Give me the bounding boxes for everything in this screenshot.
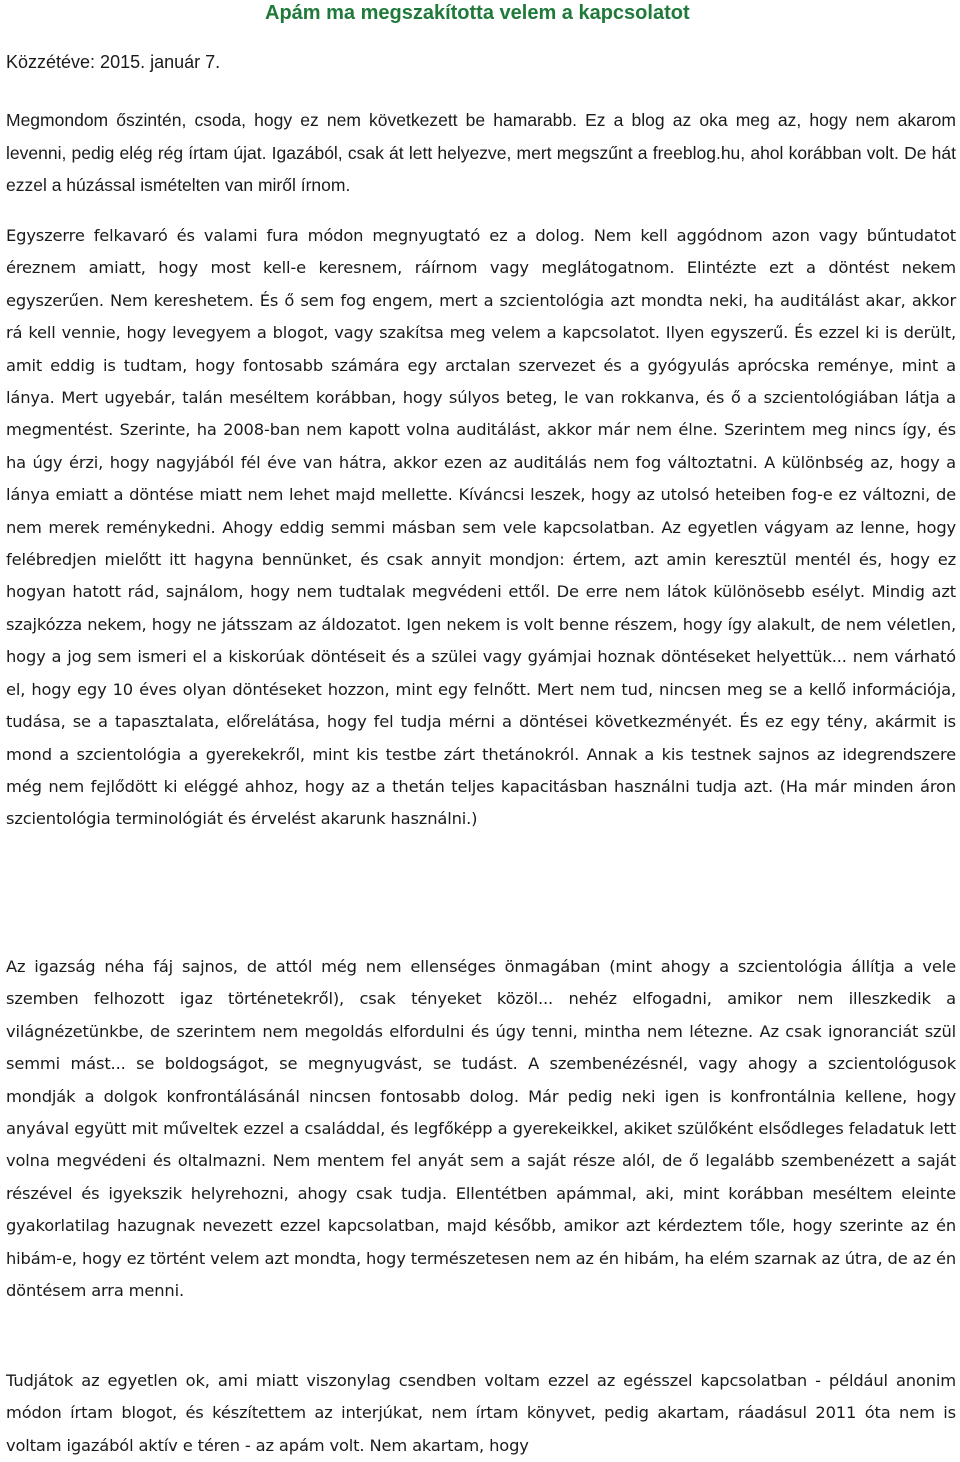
published-date: Közzétéve: 2015. január 7.	[6, 52, 221, 72]
body-paragraph-1: Egyszerre felkavaró és valami fura módon megnyugtató ez a dolog. Nem kell aggódnom azon vagy bűntudatot éreznem amiatt, hogy most kell-e keresnem, ráírnom vagy meglátogatnom. Elintézte ezt a döntést nekem egyszerűen. Nem kereshetem. És ő sem fog engem, mert a szcientológia azt mondta neki, ha auditálást akar, akkor rá kell vennie, hogy levegyem a blogot, vagy szakítsa meg velem a kapcsolatot. Ilyen egyszerű. És ezzel ki is derült, amit eddig is tudtam, hogy fontosabb számára egy arctalan szervezet és a gyógyulás aprócska reménye, mint a lánya. Mert ugyebár, talán meséltem korábban, hogy súlyos beteg, le van rokkanva, és ő a szcientológiában látja a megmentést. Szerinte, ha 2008-ban nem kapott volna auditálást, akkor már nem élne. Szerintem meg nincs így, és ha úgy érzi, hogy nagyjából fél éve van hátra, akkor ezen az auditálás nem fog változtatni. A különbség az, hogy a lánya emiatt a döntése miatt nem lehet majd mellette. Kíváncsi leszek, hogy az utolsó heteiben fog-e ez változni, de nem merek reménykedni. Ahogy eddig semmi másban sem vele kapcsolatban. Az egyetlen vágyam az lenne, hogy felébredjen mielőtt itt hagyna bennünket, és csak annyit mondjon: értem, azt amin keresztül mentél és, hogy ez hogyan hatott rád, sajnálom, hogy nem tudtalak megvédeni ettől. De erre nem látok különösebb esélyt. Mindig azt szajkózza nekem, hogy ne játsszam az áldozatot. Igen nekem is volt benne részem, hogy így alakult, de nem véletlen, hogy a jog sem ismeri el a kiskorúak döntéseit és a szülei vagy gyámjai hoznak döntéseket helyettük... nem várható el, hogy egy 10 éves olyan döntéseket hozzon, mint egy felnőtt. Mert nem tud, nincsen meg se a kellő információja, tudása, se a tapasztalata, előrelátása, hogy fel tudja mérni a döntései következményét. És ez egy tény, akármit is mond a szcientológia a gyerekekről, mint kis testbe zárt thetánokról. Annak a kis testnek sajnos az idegrendszere még nem fejlődött ki eléggé ahhoz, hogy az a thetán teljes kapacitásban használni tudja azt. (Ha már minden áron szcientológia terminológiát és érvelést akarunk használni.)	[6, 226, 956, 829]
body-paragraph-2: Az igazság néha fáj sajnos, de attól még nem ellenséges önmagában (mint ahogy a szcientológia állítja a vele szemben felhozott igaz történetekről), csak tényeket közöl... nehéz elfogadni, amikor nem illeszkedik a világnézetünkbe, de szerintem nem megoldás elfordulni és úgy tenni, mintha nem létezne. Az csak ignoranciát szül semmi mást... se boldogságot, se megnyugvást, se tudást. A szembenézésnél, vagy ahogy a szcientológusok mondják a dolgok konfrontálásánál nincsen fontosabb dolog. Már pedig neki igen is konfrontálnia kellene, hogy anyával együtt mit műveltek ezzel a családdal, és legfőképp a gyerekeikkel, akiket szülőként elsődleges feladatuk lett volna megvédeni és oltalmazni. Nem mentem fel anyát sem a saját része alól, de ő legalább szembenézett a saját részével és igyekszik helyrehozni, ahogy csak tudja. Ellentétben apámmal, aki, mint korábban meséltem eleinte gyakorlatilag hazugnak nevezett ezzel kapcsolatban, majd később, amikor azt kérdeztem tőle, hogy szerinte az én hibám-e, hogy ez történt velem azt mondta, hogy természetesen nem az én hibám, ha elém szarnak az útra, de az én döntésem arra menni.	[6, 957, 956, 1301]
post-title: Apám ma megszakította velem a kapcsolatot	[265, 2, 690, 24]
body-paragraph-3: Tudjátok az egyetlen ok, ami miatt viszonylag csendben voltam ezzel az egésszel kapcsolatban - például anonim módon írtam blogot, és készítettem az interjúkat, nem írtam könyvet, pedig akartam, ráadásul 2011 óta nem is voltam igazából aktív e téren - az apám volt. Nem akartam, hogy	[6, 1371, 956, 1455]
intro-paragraph: Megmondom őszintén, csoda, hogy ez nem következett be hamarabb. Ez a blog az oka meg az, hogy nem akarom levenni, pedig elég rég írtam újat. Igazából, csak át lett helyezve, mert megszűnt a freeblog.hu, ahol korábban volt. De hát ezzel a húzással ismételten van miről írnom.	[6, 110, 956, 195]
